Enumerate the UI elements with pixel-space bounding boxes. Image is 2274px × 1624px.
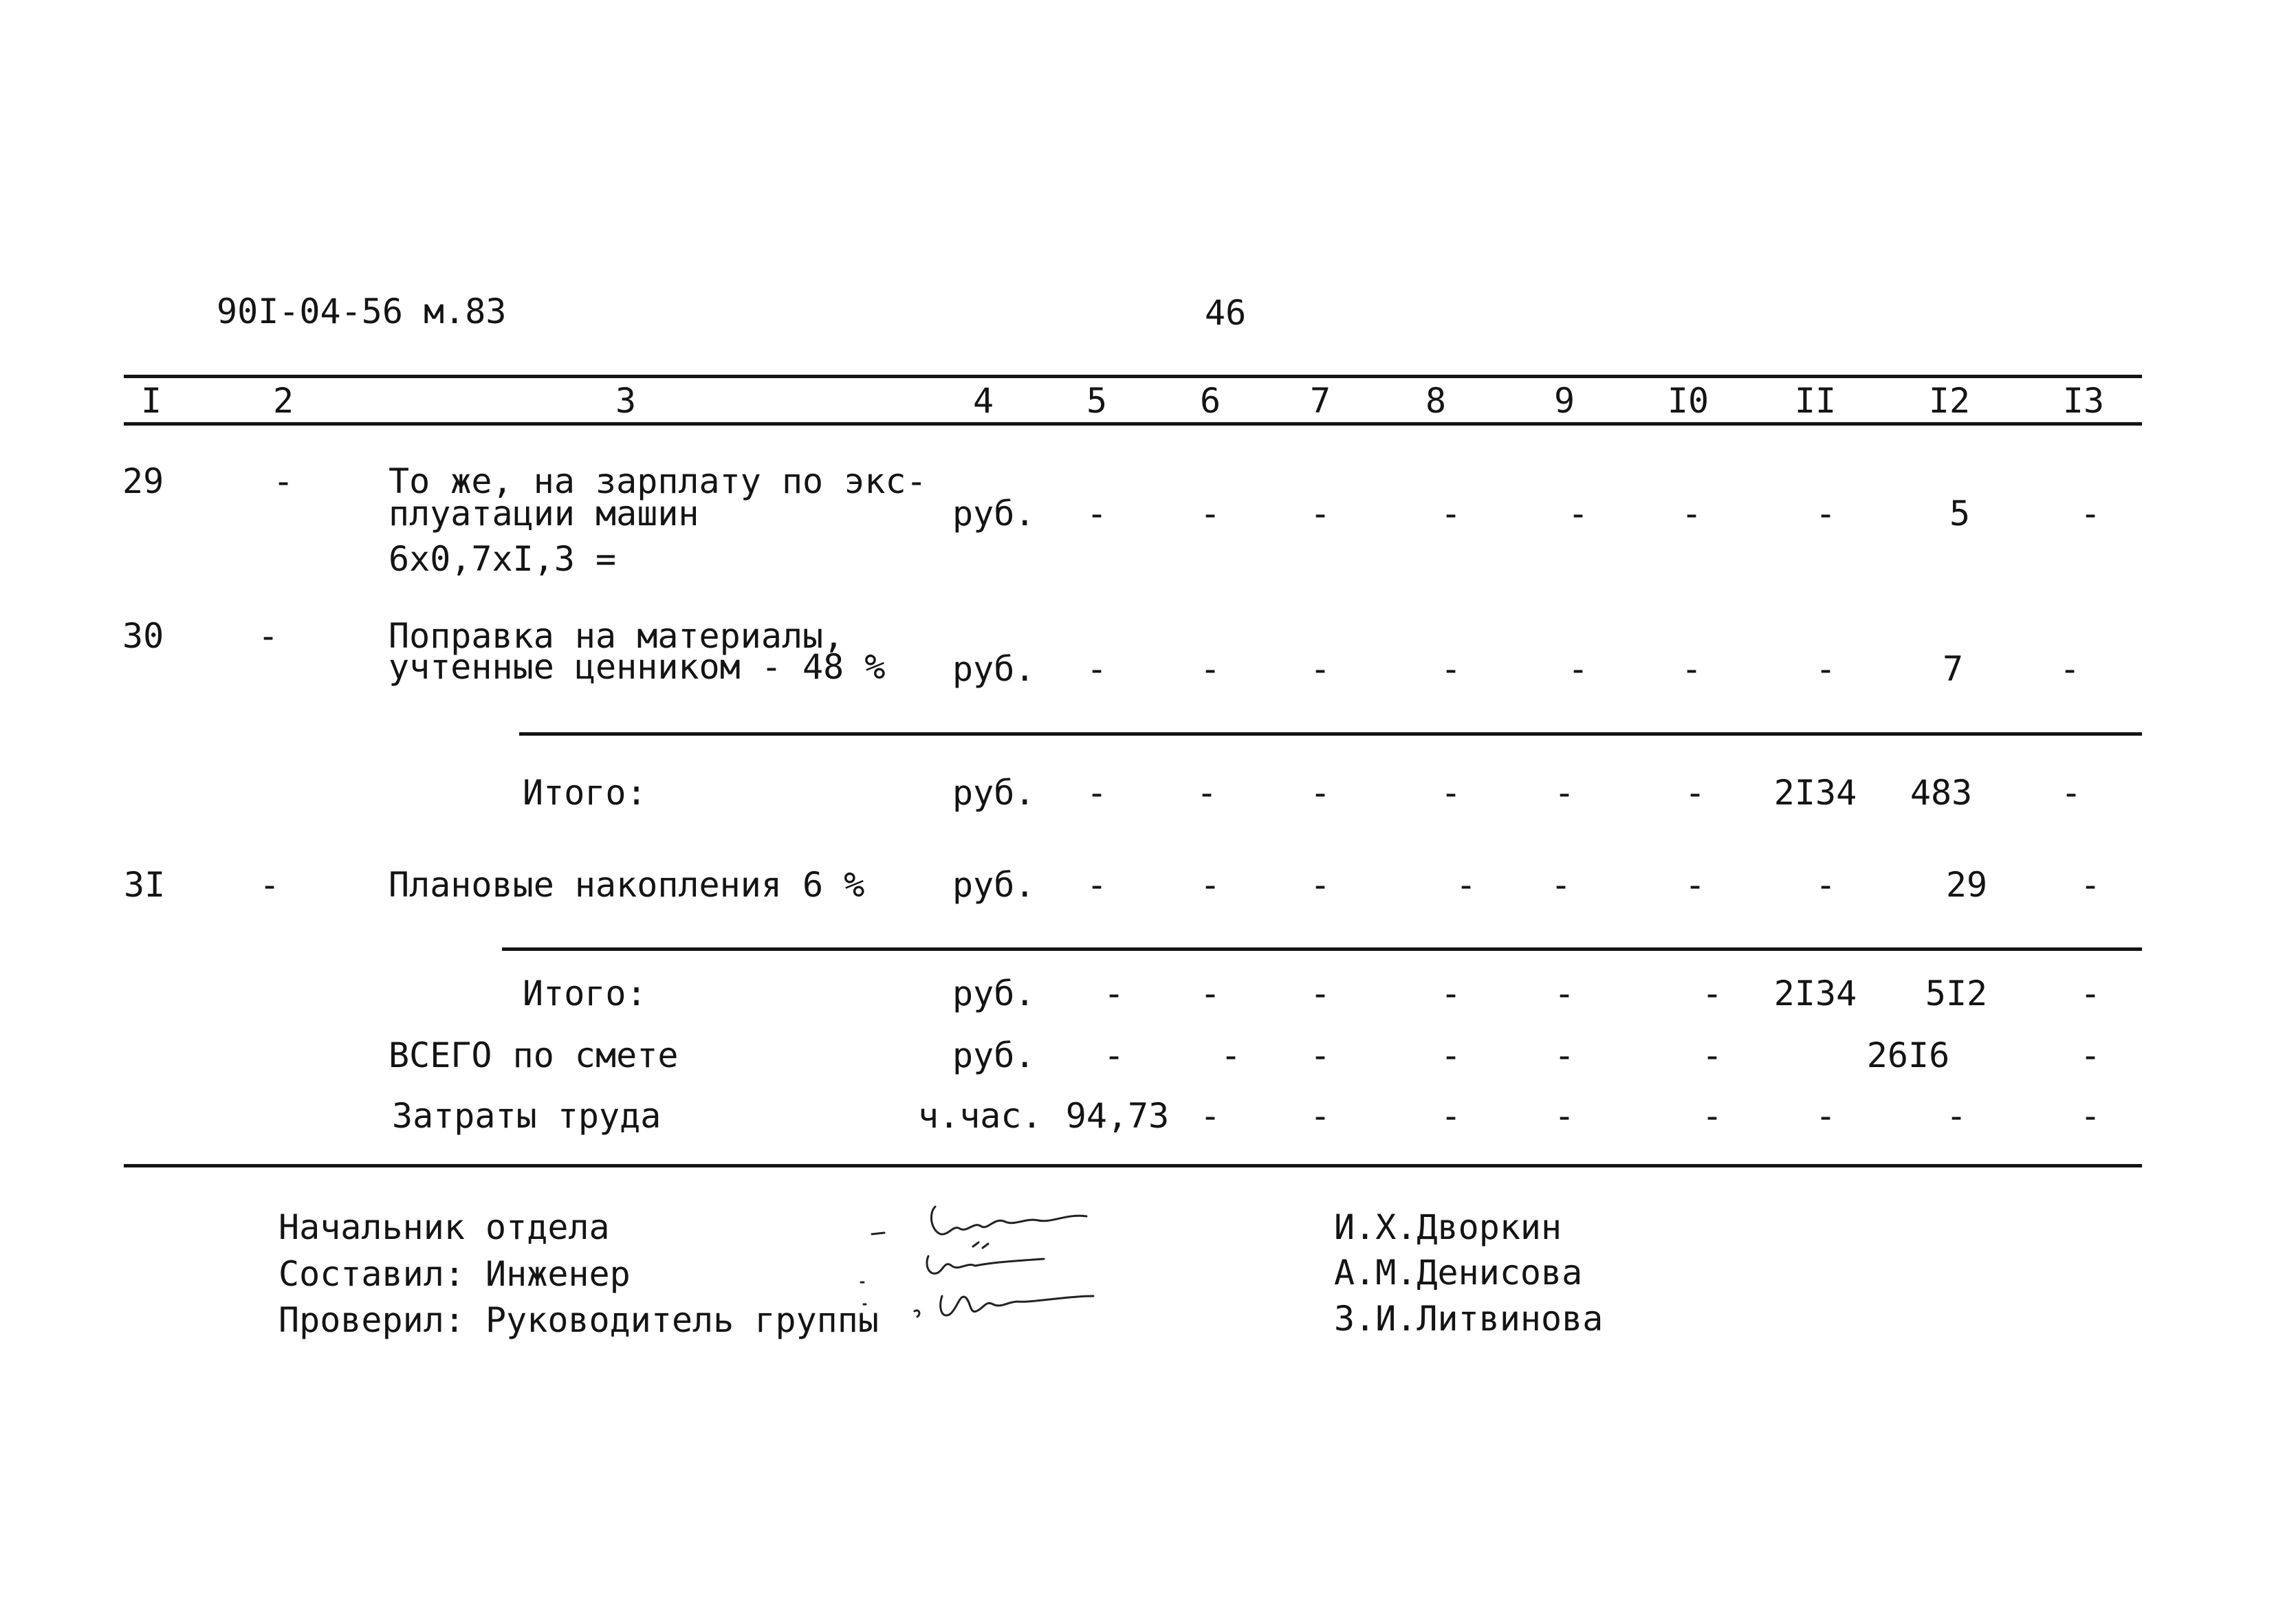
row-number: 29: [122, 461, 164, 501]
table-bottom-rule: [124, 1164, 2142, 1167]
labor-label: Затраты труда: [392, 1096, 662, 1136]
col-header-1: I: [140, 381, 162, 421]
row-col7: -: [1309, 1096, 1331, 1136]
col-header-9: 9: [1553, 381, 1575, 421]
row-unit: руб.: [952, 773, 1036, 813]
row-col5: -: [1086, 773, 1108, 813]
row-col8: -: [1440, 1096, 1462, 1136]
col-header-10: I0: [1667, 381, 1709, 421]
row-col10: -: [1684, 773, 1706, 813]
row-col13: -: [2059, 649, 2081, 689]
row-col8: -: [1440, 1035, 1462, 1075]
row-col9: -: [1550, 865, 1572, 905]
row-col10: -: [1684, 865, 1706, 905]
row-col6: -: [1220, 1035, 1242, 1075]
row-description-line1: Поправка на материалы,: [389, 616, 844, 656]
signature-role-3: Проверил: Руководитель группы: [278, 1300, 879, 1340]
row-col5: -: [1086, 494, 1108, 534]
row-col13: -: [2079, 974, 2101, 1013]
row-col6: -: [1199, 974, 1221, 1013]
row-col5: -: [1103, 974, 1125, 1013]
row-col8: -: [1440, 974, 1462, 1013]
row-col12: 29: [1945, 865, 1988, 905]
row-col12: 7: [1942, 649, 1964, 689]
grand-total-value: 26I6: [1866, 1035, 1950, 1075]
col-header-5: 5: [1086, 381, 1108, 421]
row-col10: -: [1701, 1035, 1723, 1075]
row-col9: -: [1553, 1035, 1575, 1075]
signature-role-2: Составил: Инженер: [278, 1254, 631, 1294]
document-code: 90I-04-56 м.83: [217, 292, 507, 331]
row-col6: -: [1199, 1096, 1221, 1136]
row-col12: 483: [1910, 773, 1973, 813]
row-col7: -: [1309, 494, 1331, 534]
row-col7: -: [1309, 1035, 1331, 1075]
row-col6: -: [1196, 773, 1218, 813]
row-col5: -: [1086, 865, 1108, 905]
subtotal-rule: [519, 732, 2142, 736]
row-col9: -: [1567, 494, 1589, 534]
col-header-11: II: [1794, 381, 1837, 421]
row-col10: -: [1681, 649, 1703, 689]
row-unit: ч.час.: [918, 1096, 1042, 1136]
row-col5: -: [1103, 1035, 1125, 1075]
row-col9: -: [1567, 649, 1589, 689]
row-col9: -: [1553, 1096, 1575, 1136]
row-col6: -: [1199, 649, 1221, 689]
row-col7: -: [1309, 865, 1331, 905]
labor-hours-value: 94,73: [1065, 1096, 1170, 1136]
row-col2: -: [272, 461, 294, 501]
row-col2: -: [259, 865, 281, 905]
row-number: 30: [122, 616, 164, 656]
row-col6: -: [1199, 494, 1221, 534]
row-col13: -: [2079, 494, 2101, 534]
row-description-line1: То же, на зарплату по экс-: [389, 461, 927, 501]
table-top-rule: [124, 375, 2142, 378]
table-header-rule: [124, 422, 2142, 426]
row-unit: руб.: [952, 494, 1036, 534]
row-col10: -: [1701, 1096, 1723, 1136]
row-col2: -: [257, 616, 279, 656]
row-description-line3: 6x0,7xI,3 =: [389, 539, 617, 579]
signature-name-2: А.М.Денисова: [1334, 1253, 1583, 1293]
subtotal-label: Итого:: [523, 974, 647, 1013]
row-description-line2: учтенные ценником - 48 %: [389, 647, 886, 687]
page-number: 46: [1205, 293, 1247, 333]
col-header-12: I2: [1928, 381, 1971, 421]
col-header-7: 7: [1309, 381, 1331, 421]
row-col12: 5I2: [1925, 974, 1988, 1013]
handwritten-signatures: [853, 1193, 1155, 1351]
row-col8: -: [1440, 773, 1462, 813]
col-header-13: I3: [2062, 381, 2105, 421]
subtotal-label: Итого:: [523, 773, 647, 813]
row-col7: -: [1309, 974, 1331, 1013]
row-col9: -: [1553, 773, 1575, 813]
row-col7: -: [1309, 649, 1331, 689]
row-col5: -: [1086, 649, 1108, 689]
row-unit: руб.: [952, 865, 1036, 905]
row-description-line2: плуатации машин: [389, 494, 699, 534]
row-col10: -: [1681, 494, 1703, 534]
row-unit: руб.: [952, 974, 1036, 1013]
col-header-6: 6: [1199, 381, 1221, 421]
subtotal-rule: [502, 947, 2142, 951]
row-col12: -: [1945, 1096, 1967, 1136]
row-description-line1: Плановые накопления 6 %: [389, 865, 865, 905]
row-col8: -: [1455, 865, 1477, 905]
signature-name-1: И.Х.Дворкин: [1334, 1207, 1562, 1247]
grand-total-label: ВСЕГО по смете: [389, 1035, 679, 1075]
row-col8: -: [1440, 494, 1462, 534]
col-header-3: 3: [615, 381, 637, 421]
col-header-8: 8: [1425, 381, 1447, 421]
row-col11: -: [1815, 494, 1837, 534]
row-col7: -: [1309, 773, 1331, 813]
row-col8: -: [1440, 649, 1462, 689]
row-unit: руб.: [952, 649, 1036, 689]
signature-role-1: Начальник отдела: [278, 1207, 610, 1247]
row-col11: -: [1815, 865, 1837, 905]
row-col13: -: [2079, 865, 2101, 905]
row-col10: -: [1701, 974, 1723, 1013]
row-number: 3I: [124, 865, 166, 905]
row-col9: -: [1553, 974, 1575, 1013]
row-col13: -: [2079, 1035, 2101, 1075]
row-col13: -: [2060, 773, 2082, 813]
row-col11: -: [1815, 649, 1837, 689]
col-header-4: 4: [972, 381, 994, 421]
row-col11: -: [1815, 1096, 1837, 1136]
col-header-2: 2: [272, 381, 294, 421]
row-col12: 5: [1949, 494, 1971, 534]
signature-name-3: З.И.Литвинова: [1334, 1299, 1604, 1339]
row-col11: 2I34: [1773, 974, 1857, 1013]
row-unit: руб.: [952, 1035, 1036, 1075]
row-col13: -: [2079, 1096, 2101, 1136]
row-col11: 2I34: [1773, 773, 1857, 813]
row-col6: -: [1199, 865, 1221, 905]
